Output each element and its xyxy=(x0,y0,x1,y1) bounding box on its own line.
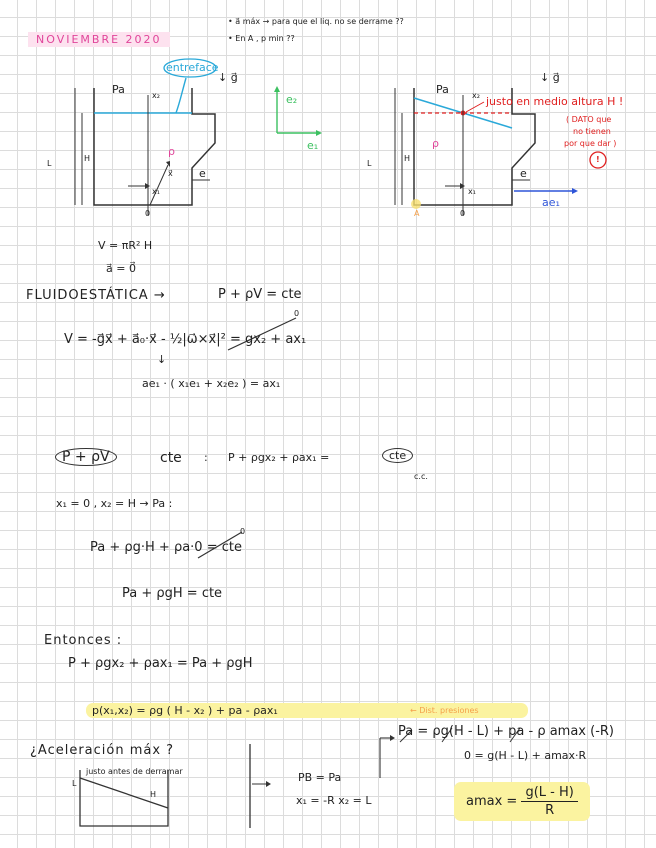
origin-label-left: 0 xyxy=(145,209,151,218)
rho-label-right: ρ xyxy=(432,137,439,150)
e-label-left: e xyxy=(199,167,206,180)
cte-label: cte xyxy=(160,450,182,466)
mid-height-note: justo en medio altura H ! xyxy=(486,95,624,108)
data-note-line1: ( DATO que xyxy=(566,115,612,124)
e1-label: e₁ xyxy=(307,139,319,152)
sketch-L-label: L xyxy=(72,779,77,788)
pressure-equation: P + ρgx₂ + ρax₁ = xyxy=(228,451,330,464)
potential-zero: 0 xyxy=(294,309,300,318)
x1-label-left: x₁ xyxy=(152,187,160,196)
circled-cte: cte xyxy=(382,448,413,463)
result-lhs: amax = xyxy=(466,794,518,809)
warning-icon: ! xyxy=(596,155,600,164)
x1-label-right: x₁ xyxy=(468,187,476,196)
bc-zero: 0 xyxy=(240,527,246,536)
H-label-right: H xyxy=(404,154,411,163)
page-title: NOVIEMBRE 2020 xyxy=(28,32,170,47)
x-vector-label-left: x⃗ xyxy=(168,169,173,178)
sketch-caption: justo antes de derramar xyxy=(86,767,183,776)
max-accel-question: ¿Aceleración máx ? xyxy=(30,743,175,758)
result-denominator: R xyxy=(545,803,555,818)
e2-label: e₂ xyxy=(286,93,298,106)
boundary-condition: x₁ = 0 , x₂ = H → Pa : xyxy=(56,497,173,510)
bernoulli-equation: P + ρV = cte xyxy=(218,287,302,302)
potential-equation: V = -g⃗x⃗ + a⃗₀·x⃗ - ½|ω⃗×x⃗|² = gx₂ + ax₁ xyxy=(64,332,307,347)
max-accel-result xyxy=(454,782,590,821)
max-accel-step2: 0 = g(H - L) + amax·R xyxy=(464,749,587,762)
sketch-H-label: H xyxy=(150,790,157,799)
point-A-label: A xyxy=(414,209,420,218)
boundary-result: Pa + ρgH = cte xyxy=(122,586,223,601)
entonces-heading: Entonces : xyxy=(44,633,123,648)
x2-label-right: x₂ xyxy=(472,91,480,100)
condition-pressure: PB = Pa xyxy=(298,771,342,784)
result-fraction xyxy=(521,786,577,817)
origin-label-right: 0 xyxy=(460,209,466,218)
pa-label-left: Pa xyxy=(112,83,125,96)
boundary-equation: Pa + ρg·H + ρa·0 = cte xyxy=(90,540,242,555)
pressure-distribution: p(x₁,x₂) = ρg ( H - x₂ ) + pa - ρax₁ xyxy=(86,703,528,718)
colon-separator: : xyxy=(204,451,208,464)
volume-equation: V = πR² H xyxy=(98,239,153,252)
down-arrow: ↓ xyxy=(157,353,167,366)
boundary-condition-note: c.c. xyxy=(414,472,428,481)
acceleration-label: ae₁ xyxy=(542,196,560,209)
acceleration-zero: a⃗ = 0⃗ xyxy=(106,262,136,275)
question-max-acceleration: • a⃗ máx → para que el liq. no se derrame ?? xyxy=(228,17,404,26)
distribution-note: ← Dist. presiones xyxy=(410,706,479,715)
fluidostatica-heading: FLUIDOESTÁTICA → xyxy=(26,288,166,303)
max-accel-step1: Pa = ρg(H - L) + pa - ρ amax (-R) xyxy=(398,724,615,739)
gravity-label-right: ↓ g⃗ xyxy=(540,71,560,84)
data-note-line2: no tienen xyxy=(573,127,611,136)
circled-bernoulli: P + ρV xyxy=(55,448,117,466)
e-label-right: e xyxy=(520,167,527,180)
pa-label-right: Pa xyxy=(436,83,449,96)
condition-coordinates: x₁ = -R x₂ = L xyxy=(296,794,372,807)
accel-term-equation: ae₁ · ( x₁e₁ + x₂e₂ ) = ax₁ xyxy=(142,377,281,390)
question-min-pressure: • En A , p min ?? xyxy=(228,34,295,43)
x2-label-left: x₂ xyxy=(152,91,160,100)
rho-label-left: ρ xyxy=(168,145,175,158)
H-label-left: H xyxy=(84,154,91,163)
result-numerator: g(L - H) xyxy=(521,786,577,802)
gravity-label-left: ↓ g⃗ xyxy=(218,71,238,84)
L-label-left: L xyxy=(47,159,52,168)
data-note-line3: por que dar ) xyxy=(564,139,617,148)
entreface-label: entreface xyxy=(166,61,219,74)
L-label-right: L xyxy=(367,159,372,168)
entonces-equation: P + ρgx₂ + ρax₁ = Pa + ρgH xyxy=(68,656,253,671)
